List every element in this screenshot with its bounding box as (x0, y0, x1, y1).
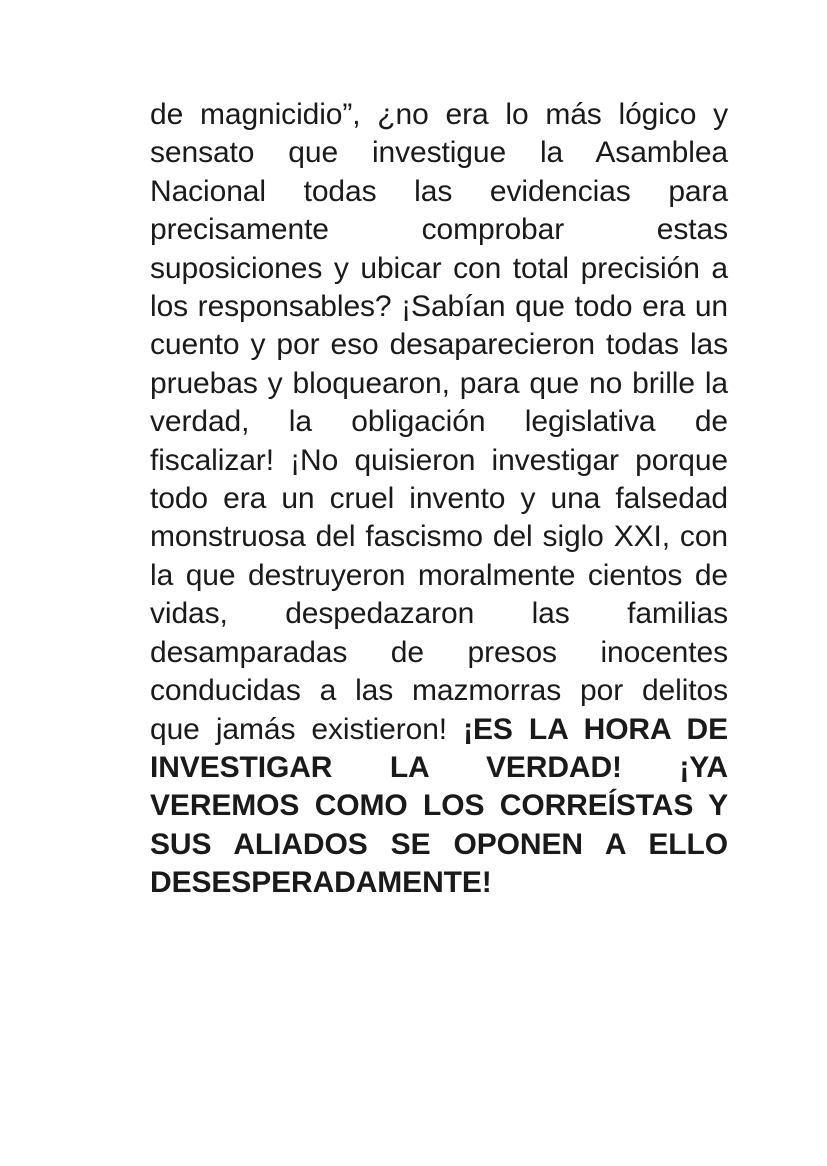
body-bold-text: ¡ES LA HORA DE INVESTIGAR LA VERDAD! ¡YA VEREMOS COMO LOS CORREÍSTAS Y SUS ALIADOS SE OPONEN A ELLO DESESPERADAMENTE! (150, 712, 728, 900)
body-text-block (150, 96, 728, 941)
body-regular-text: de magnicidio”, ¿no era lo más lógico y sensato que investigue la Asamblea Nacional todas las evidencias para precisamente comprobar estas suposiciones y ubicar con total precisión a los responsables? ¡Sabían que todo era un cuento y por eso desaparecieron todas las pruebas y bloquearon, para que no brille la verdad, la obligación legislativa de fiscalizar! ¡No quisieron investigar porque todo era un cruel invento y una falsedad monstruosa del fascismo del siglo XXI, con la que destruyeron moralmente cientos de vidas, despedazaron las familias desamparadas de presos inocentes conducidas a las mazmorras por delitos que jamás existieron! (150, 98, 728, 746)
paragraph (150, 96, 728, 941)
